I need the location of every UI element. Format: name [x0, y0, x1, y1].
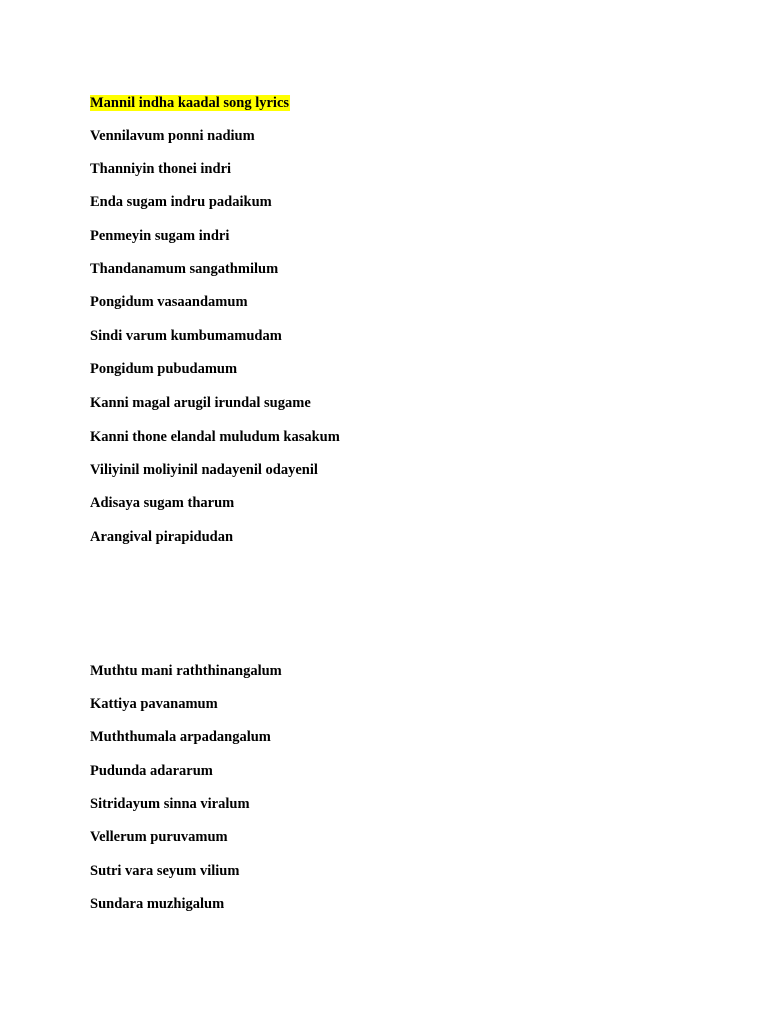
lyric-line: Muththumala arpadangalum — [90, 729, 271, 745]
lyric-line: Thandanamum sangathmilum — [90, 261, 279, 277]
lyric-line: Sundara muzhigalum — [90, 896, 225, 912]
lyric-line: Pongidum pubudamum — [90, 361, 238, 377]
lyric-line: Viliyinil moliyinil nadayenil odayenil — [90, 462, 318, 478]
lyric-line: Adisaya sugam tharum — [90, 495, 235, 511]
lyrics-title-line — [90, 94, 290, 112]
lyric-line: Arangival pirapidudan — [90, 529, 234, 545]
lyric-line: Kanni thone elandal muludum kasakum — [90, 429, 340, 445]
lyric-line: Pudunda adararum — [90, 763, 213, 779]
lyric-line: Pongidum vasaandamum — [90, 294, 248, 310]
lyric-line: Sindi varum kumbumamudam — [90, 328, 282, 344]
lyrics-title: Mannil indha kaadal song lyrics — [90, 95, 290, 111]
lyric-line: Vennilavum ponni nadium — [90, 128, 255, 144]
lyric-line: Sutri vara seyum vilium — [90, 863, 240, 879]
lyric-line: Kattiya pavanamum — [90, 696, 218, 712]
lyric-line: Thanniyin thonei indri — [90, 161, 232, 177]
lyric-line: Vellerum puruvamum — [90, 829, 228, 845]
lyric-line: Enda sugam indru padaikum — [90, 194, 272, 210]
lyric-line: Kanni magal arugil irundal sugame — [90, 395, 311, 411]
lyric-line: Penmeyin sugam indri — [90, 228, 230, 244]
lyric-line: Sitridayum sinna viralum — [90, 796, 250, 812]
lyric-line: Muthtu mani raththinangalum — [90, 663, 282, 679]
